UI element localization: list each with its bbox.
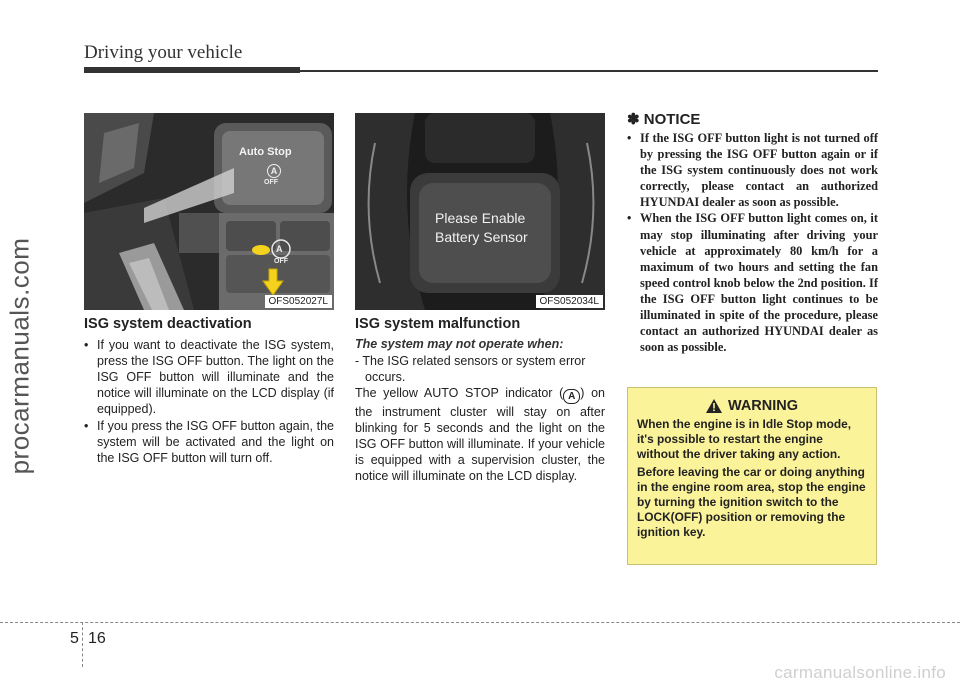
malfunction-paragraph — [355, 385, 605, 484]
warning-paragraph: When the engine is in Idle Stop mode, it's possible to restart the engine without the driver taking any action. — [637, 417, 852, 462]
footer-divider — [82, 622, 83, 667]
deactivation-bullet-list — [84, 337, 334, 467]
warning-triangle-icon — [706, 399, 722, 413]
button-a-glyph: A — [276, 244, 283, 254]
warning-title: WARNING — [727, 398, 799, 414]
side-watermark: procarmanuals.com — [4, 237, 35, 475]
callout-off-label: OFF — [264, 179, 278, 186]
display-line-1: Please Enable — [435, 210, 526, 226]
malfunction-subhead: The system may not operate when: — [355, 337, 564, 351]
warning-header — [637, 398, 867, 414]
header-rule-thin — [300, 70, 878, 72]
section-title-malfunction: ISG system malfunction — [355, 316, 521, 332]
paragraph-text-end: ) on the instrument cluster will stay on after blinking for 5 seconds and the light on the ISG OFF button will illuminate. If your vehicle is equipped with a supervision cluster, the notice will illuminate on the LCD display. — [355, 386, 605, 483]
notice-item: • When the ISG OFF button light comes on, it may stop illuminating after driving your vehicle at approximately 80 km/h for a maximum of two hours and setting the fan speed control knob below the 2nd position. If the ISG OFF button light continues to be illuminated in spite of the procedure, please contact an authorized HYUNDAI dealer as soon as possible. — [627, 210, 878, 355]
figure-cluster-display — [355, 113, 605, 310]
figure-code: OFS052034L — [536, 295, 604, 308]
deactivation-bullet: • If you want to deactivate the ISG system, press the ISG OFF button. The light on the ISG OFF button will illuminate and the notice will illuminate on the LCD display (if equipped). — [84, 337, 334, 417]
page-header-title: Driving your vehicle — [84, 42, 243, 63]
paragraph-text-start: The yellow AUTO STOP indicator ( — [355, 386, 564, 400]
warning-paragraph: Before leaving the car or doing anything in the engine room area, stop the engine by turning the ignition switch to the LOCK(OFF) position or removing the ignition key. — [637, 464, 866, 540]
button-off-label: OFF — [274, 258, 288, 265]
notice-item: • If the ISG OFF button light is not turned off by pressing the ISG OFF button again or if the ISG system continuously does not work correctly, please contact an authorized HYUNDAI dealer as soon as possible. — [627, 130, 878, 210]
callout-auto-stop-label: Auto Stop — [239, 146, 292, 158]
notice-title: ✽ NOTICE — [627, 111, 701, 128]
deactivation-bullet: • If you press the ISG OFF button again, the system will be activated and the light on the ISG OFF button will turn off. — [84, 418, 334, 466]
callout-a-icon: A — [267, 164, 281, 178]
notice-list — [627, 130, 878, 355]
footer-rule — [0, 622, 960, 623]
figure-isg-off-illustration — [84, 113, 334, 310]
malfunction-dash-item: - The ISG related sensors or system error occurs. — [355, 354, 586, 384]
auto-stop-indicator-icon: A — [563, 389, 580, 404]
chapter-number: 5 — [70, 630, 79, 647]
display-line-2: Battery Sensor — [435, 229, 528, 245]
footer-watermark: carmanualsonline.info — [774, 663, 946, 682]
figure-isg-off-button — [84, 113, 334, 310]
header-rule-thick — [84, 67, 300, 73]
warning-box — [627, 387, 877, 565]
malfunction-body — [355, 336, 605, 484]
figure-code: OFS052027L — [265, 295, 333, 308]
section-title-deactivation: ISG system deactivation — [84, 316, 252, 332]
page-number: 16 — [88, 630, 106, 647]
